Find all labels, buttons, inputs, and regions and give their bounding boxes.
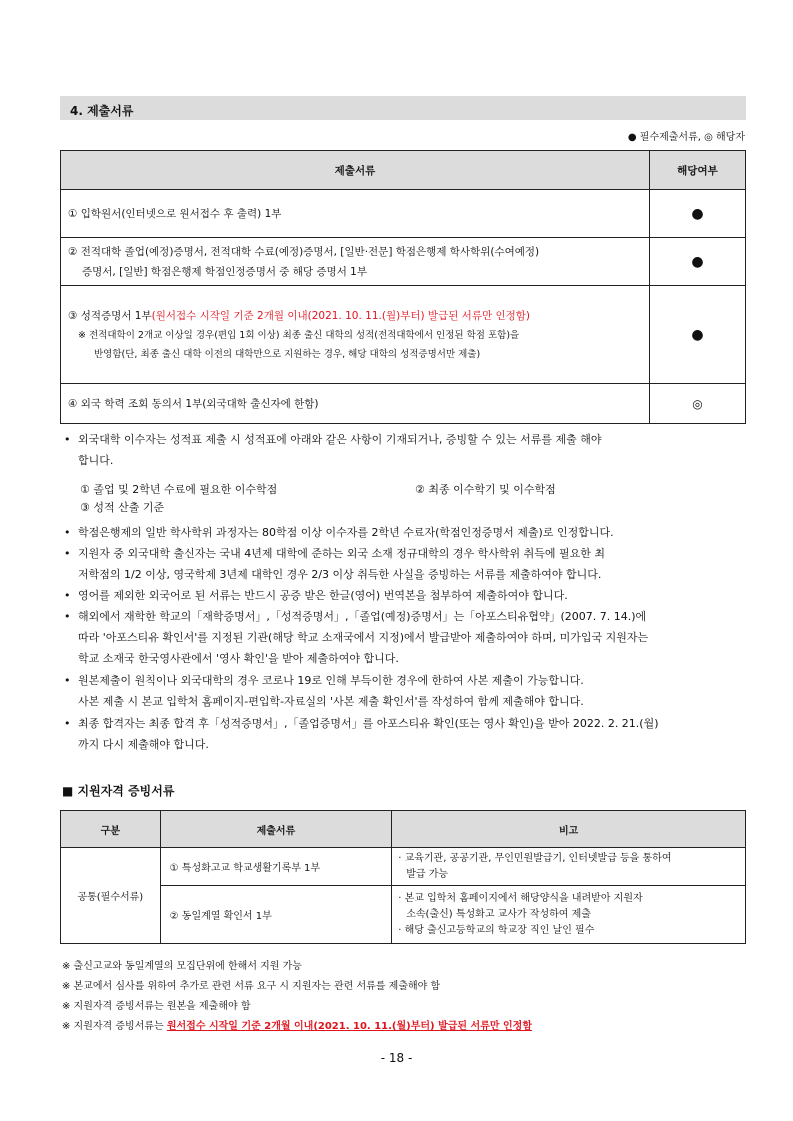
header-applicable: 해당여부 xyxy=(649,151,745,190)
bullet-translation: 영어를 제외한 외국어로 된 서류는 반드시 공증 받은 한글(영어) 번역본을 첨부하여 제출하여야 합니다. xyxy=(78,589,568,602)
mark-required: ● xyxy=(649,190,745,238)
mark-required: ● xyxy=(649,238,745,286)
header-documents: 제출서류 xyxy=(160,811,392,848)
header-type: 구분 xyxy=(61,811,161,848)
doc-application-form: ① 입학원서(인터넷으로 원서접수 후 출력) 1부 xyxy=(61,190,650,238)
doc-transcript-note2: 반영함(단, 최종 출신 대학 이전의 대학만으로 지원하는 경우, 해당 대학의 성적증명서만 제출) xyxy=(94,348,481,360)
table-header-row xyxy=(61,811,746,848)
bullet-text-line: 외국대학 이수자는 성적표 제출 시 성적표에 아래와 같은 사항이 기재되거나, 증빙할 수 있는 서류를 제출 해야 xyxy=(78,433,602,446)
table-header-row xyxy=(61,151,746,190)
footnote: ※ 지원자격 증빙서류는 원본을 제출해야 함 xyxy=(62,1001,251,1012)
bullet-text-line: 사본 제출 시 본교 입학처 홈페이지-편입학-자료실의 '사본 제출 확인서'를 작성하여 함께 제출해야 합니다. xyxy=(78,695,584,708)
table-row xyxy=(61,384,746,424)
footnote xyxy=(62,1017,532,1032)
bullet-final-pass xyxy=(78,713,746,755)
footnote: ※ 출신고교와 동일계열의 모집단위에 한해서 지원 가능 xyxy=(62,961,302,972)
footnote: ※ 본교에서 심사를 위하여 추가로 관련 서류 요구 시 지원자는 관련 서류를 제출해야 함 xyxy=(62,981,441,992)
sub-item-1: ① 졸업 및 2학년 수료에 필요한 이수학점 xyxy=(80,483,278,496)
remark-same-field xyxy=(392,886,746,944)
bullet-text-line: 까지 다시 제출해야 합니다. xyxy=(78,738,209,751)
table-row xyxy=(61,286,746,384)
legend: ● 필수제출서류, ◎ 해당자 xyxy=(627,132,745,143)
documents-table xyxy=(60,150,746,424)
type-common-required: 공통(필수서류) xyxy=(61,848,161,944)
section-title: 4. 제출서류 xyxy=(70,104,134,118)
bullet-symbol: • xyxy=(64,433,71,446)
doc-transcript xyxy=(61,286,650,384)
qualification-table xyxy=(60,810,746,944)
bullet-text-line: 따라 '아포스티유 확인서'를 지정된 기관(해당 학교 소재국에서 지정)에서 발급받아 제출하여야 하며, 미가입국 지원자는 xyxy=(78,631,649,644)
bullet-original-copy xyxy=(78,670,746,712)
bullet-text-line: 저학점의 1/2 이상, 영국학제 3년제 대학인 경우 2/3 이상 취득한 사실을 증빙하는 서류를 제출하여야 합니다. xyxy=(78,568,602,581)
page-number: - 18 - xyxy=(380,1051,413,1065)
doc-graduation-line1: ② 전적대학 졸업(예정)증명서, 전적대학 수료(예정)증명서, [일반·전문] 학점은행제 학사학위(수여예정) xyxy=(68,245,540,258)
doc-transcript-main: ③ 성적증명서 1부 xyxy=(68,309,152,322)
remark-line: 발급 가능 xyxy=(406,868,449,880)
doc-school-record: ① 특성화고교 학교생활기록부 1부 xyxy=(160,848,392,886)
bullet-text-line: 최종 합격자는 최종 합격 후「성적증명서」,「졸업증명서」를 아포스티유 확인(또는 영사 확인)을 받아 2022. 2. 21.(월) xyxy=(78,717,659,730)
bullet-text-line: 원본제출이 원칙이나 외국대학의 경우 코로나 19로 인해 부득이한 경우에 한하여 사본 제출이 가능합니다. xyxy=(78,674,584,687)
bullet-foreign-graduate xyxy=(78,543,746,585)
bullet-symbol: • xyxy=(64,717,71,730)
bullet-text-line: 해외에서 재학한 학교의「재학증명서」,「성적증명서」,「졸업(예정)증명서」는「아포스티유협약」(2007. 7. 14.)에 xyxy=(78,610,647,623)
remark-line: · 본교 입학처 홈페이지에서 해당양식을 내려받아 지원자 xyxy=(398,892,643,904)
header-remark: 비고 xyxy=(392,811,746,848)
remark-line: · 해당 출신고등학교의 학교장 직인 날인 필수 xyxy=(398,924,595,936)
bullet-text-line: 지원자 중 외국대학 출신자는 국내 4년제 대학에 준하는 외국 소재 정규대학의 경우 학사학위 취득에 필요한 최 xyxy=(78,547,605,560)
bullet-symbol: • xyxy=(64,589,71,602)
mark-applicable: ◎ xyxy=(649,384,745,424)
sub-item-3: ③ 성적 산출 기준 xyxy=(80,501,165,514)
header-documents: 제출서류 xyxy=(61,151,650,190)
bullet-credit-bank: 학점은행제의 일반 학사학위 과정자는 80학점 이상 이수자를 2학년 수료자(학점인정증명서 제출)로 인정합니다. xyxy=(78,526,614,539)
remark-line: 소속(출신) 특성화고 교사가 작성하여 제출 xyxy=(406,908,591,920)
doc-foreign-consent: ④ 외국 학력 조회 동의서 1부(외국대학 출신자에 한함) xyxy=(61,384,650,424)
doc-same-field: ② 동일계열 확인서 1부 xyxy=(160,886,392,944)
doc-transcript-note1: ※ 전적대학이 2개교 이상일 경우(편입 1회 이상) 최종 출신 대학의 성적(전적대학에서 인정된 학점 포함)을 xyxy=(78,329,520,341)
bullet-text-line: 합니다. xyxy=(78,454,114,467)
footnote-validity: 원서접수 시작일 기준 2개월 이내(2021. 10. 11.(월)부터) 발급된 서류만 인정함 xyxy=(166,1021,532,1032)
doc-transcript-title xyxy=(68,306,648,326)
bullet-text-line: 학교 소재국 한국영사관에서 '영사 확인'을 받아 제출하여야 합니다. xyxy=(78,652,399,665)
table-row xyxy=(61,238,746,286)
table-row xyxy=(61,886,746,944)
footnote-prefix: ※ 지원자격 증빙서류는 xyxy=(62,1021,167,1032)
remark-line: · 교육기관, 공공기관, 무인민원발급기, 인터넷발급 등을 통하여 xyxy=(398,852,672,864)
bullet-symbol: • xyxy=(64,526,71,539)
remark-school-record xyxy=(392,848,746,886)
bullet-symbol: • xyxy=(64,610,71,623)
bullet-apostille xyxy=(78,606,746,669)
section-header-bar xyxy=(60,96,746,120)
table-row xyxy=(61,848,746,886)
bullet-symbol: • xyxy=(64,674,71,687)
table-row xyxy=(61,190,746,238)
sub-item-2: ② 최종 이수학기 및 이수학점 xyxy=(415,483,556,496)
doc-graduation-line2: 증명서, [일반] 학점은행제 학점인정증명서 중 해당 증명서 1부 xyxy=(82,265,368,278)
bullet-symbol: • xyxy=(64,547,71,560)
bullet-foreign-transcript xyxy=(78,429,746,471)
doc-transcript-validity: (원서접수 시작일 기준 2개월 이내(2021. 10. 11.(월)부터) 발급된 서류만 인정함) xyxy=(151,309,530,322)
mark-required: ● xyxy=(649,286,745,384)
doc-graduation-cert xyxy=(61,238,650,286)
section2-title: ■ 지원자격 증빙서류 xyxy=(62,784,175,798)
